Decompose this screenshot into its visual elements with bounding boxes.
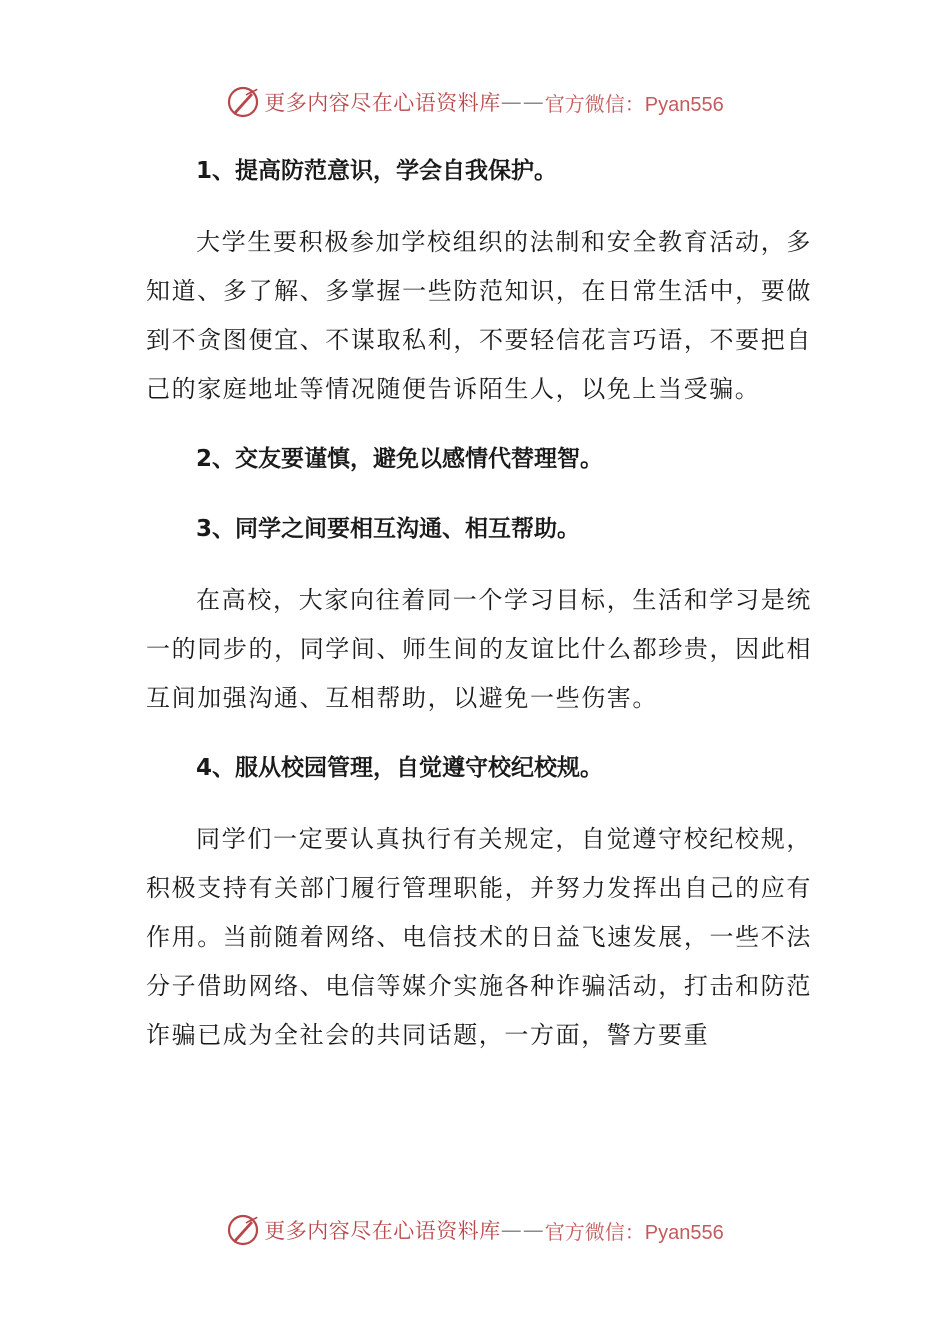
section-heading-4: 4、服从校园管理，自觉遵守校纪校规。 — [196, 755, 604, 781]
quill-pen-logo-icon — [226, 85, 260, 119]
section-heading-2: 2、交友要谨慎，避免以感情代替理智。 — [196, 446, 604, 472]
header-watermark — [0, 82, 950, 122]
watermark-separator: —— — [500, 90, 545, 114]
section-heading-1: 1、提高防范意识，学会自我保护。 — [196, 158, 558, 184]
watermark-wechat: 官方微信：Pyan556 — [544, 93, 724, 116]
section-paragraph-1: 大学生要积极参加学校组织的法制和安全教育活动，多知道、多了解、多掌握一些防范知识，在日常生活中，要做到不贪图便宜、不谋取私利，不要轻信花言巧语，不要把自己的家庭地址等情况随便告诉陌生人，以免上当受骗。 — [146, 228, 812, 403]
watermark-text: 更多内容尽在心语资料库 — [264, 91, 501, 115]
document-body — [146, 146, 812, 1060]
watermark-wechat: 官方微信：Pyan556 — [544, 1221, 724, 1244]
section-paragraph-4: 同学们一定要认真执行有关规定，自觉遵守校纪校规，积极支持有关部门履行管理职能，并努力发挥出自己的应有作用。当前随着网络、电信技术的日益飞速发展，一些不法分子借助网络、电信等媒介实施各种诈骗活动，打击和防范诈骗已成为全社会的共同话题，一方面，警方要重 — [146, 825, 812, 1049]
section-paragraph-3: 在高校，大家向往着同一个学习目标，生活和学习是统一的同步的，同学间、师生间的友谊比什么都珍贵，因此相互间加强沟通、互相帮助，以避免一些伤害。 — [146, 586, 812, 712]
quill-pen-logo-icon — [226, 1213, 260, 1247]
watermark-text: 更多内容尽在心语资料库 — [264, 1219, 501, 1243]
section-heading-3: 3、同学之间要相互沟通、相互帮助。 — [196, 516, 581, 542]
footer-watermark — [0, 1210, 950, 1250]
watermark-separator: —— — [500, 1218, 545, 1242]
